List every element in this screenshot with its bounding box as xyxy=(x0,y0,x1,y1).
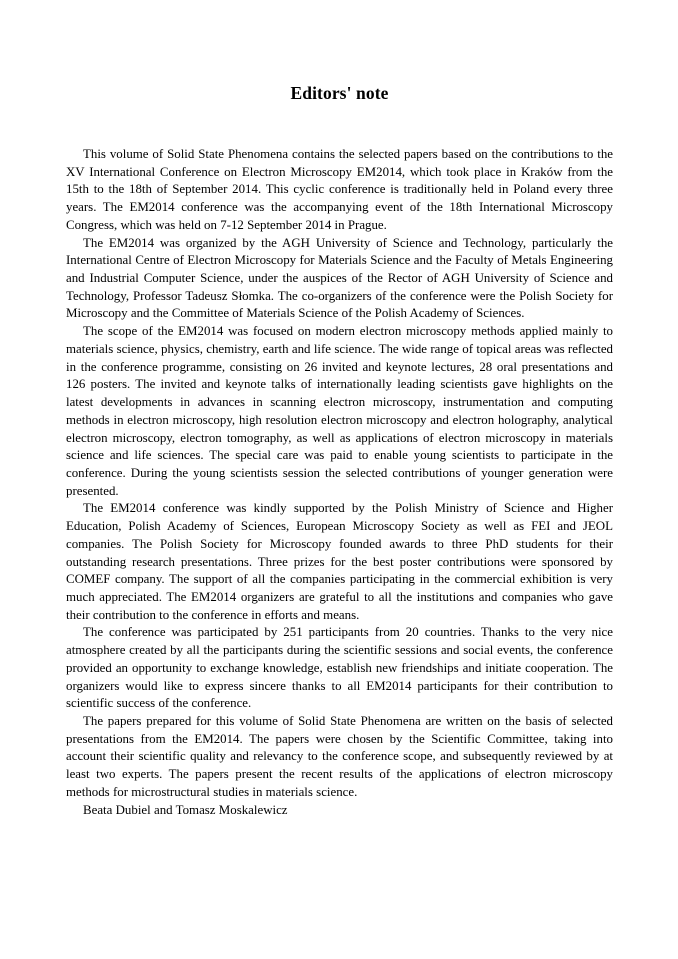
paragraph: The conference was participated by 251 participants from 20 countries. Thanks to the very nice atmosphere created by all the participants during the scientific sessions and social events, the conference provided an opportunity to exchange knowledge, establish new friendships and initiate cooperation. The organizers would like to express sincere thanks to all EM2014 participants for their contribution to scientific success of the conference. xyxy=(66,625,613,711)
body-text xyxy=(66,146,613,802)
paragraph: The scope of the EM2014 was focused on modern electron microscopy methods applied mainly to materials science, physics, chemistry, earth and life science. The wide range of topical areas was reflected in the conference programme, consisting on 26 invited and keynote lectures, 28 oral presentations and 126 posters. The invited and keynote talks of internationally leading scientists gave highlights on the latest developments in advances in scanning electron microscopy, instrumentation and computing methods in electron microscopy, high resolution electron microscopy and electron holography, analytical electron microscopy, electron tomography, as well as applications of electron microscopy in materials science and life sciences. The special care was paid to enable young scientists to participate in the conference. During the young scientists session the selected contributions of younger generation were presented. xyxy=(66,324,613,498)
document-content xyxy=(66,82,613,819)
paragraph: This volume of Solid State Phenomena contains the selected papers based on the contributions to the XV International Conference on Electron Microscopy EM2014, which took place in Kraków from the 15th to the 18th of September 2014. This cyclic conference is traditionally held in Poland every three years. The EM2014 conference was the accompanying event of the 18th International Microscopy Congress, which was held on 7-12 September 2014 in Prague. xyxy=(66,147,613,232)
paragraph: The EM2014 conference was kindly supported by the Polish Ministry of Science and Higher Education, Polish Academy of Sciences, European Microscopy Society as well as FEI and JEOL companies. The Polish Society for Microscopy founded awards to three PhD students for their outstanding research presentations. Three prizes for the best poster contributions were sponsored by COMEF company. The support of all the companies participating in the commercial exhibition is very much appreciated. The EM2014 organizers are grateful to all the institutions and companies who gave their contribution to the conference in efforts and means. xyxy=(66,501,613,622)
signature-line: Beata Dubiel and Tomasz Moskalewicz xyxy=(83,802,288,817)
paragraph: The papers prepared for this volume of Solid State Phenomena are written on the basis of selected presentations from the EM2014. The papers were chosen by the Scientific Committee, taking into account their scientific quality and relevancy to the conference scope, and subsequently reviewed by at least two experts. The papers present the recent results of the applications of electron microscopy methods for microstructural studies in materials science. xyxy=(66,714,613,799)
page-title: Editors' note xyxy=(290,83,389,103)
paragraph: The EM2014 was organized by the AGH University of Science and Technology, particularly the International Centre of Electron Microscopy for Materials Science and the Faculty of Metals Engineering and Industrial Computer Science, under the auspices of the Rector of AGH University of Science and Technology, Professor Tadeusz Słomka. The co-organizers of the conference were the Polish Society for Microscopy and the Committee of Materials Science of the Polish Academy of Sciences. xyxy=(66,235,613,321)
